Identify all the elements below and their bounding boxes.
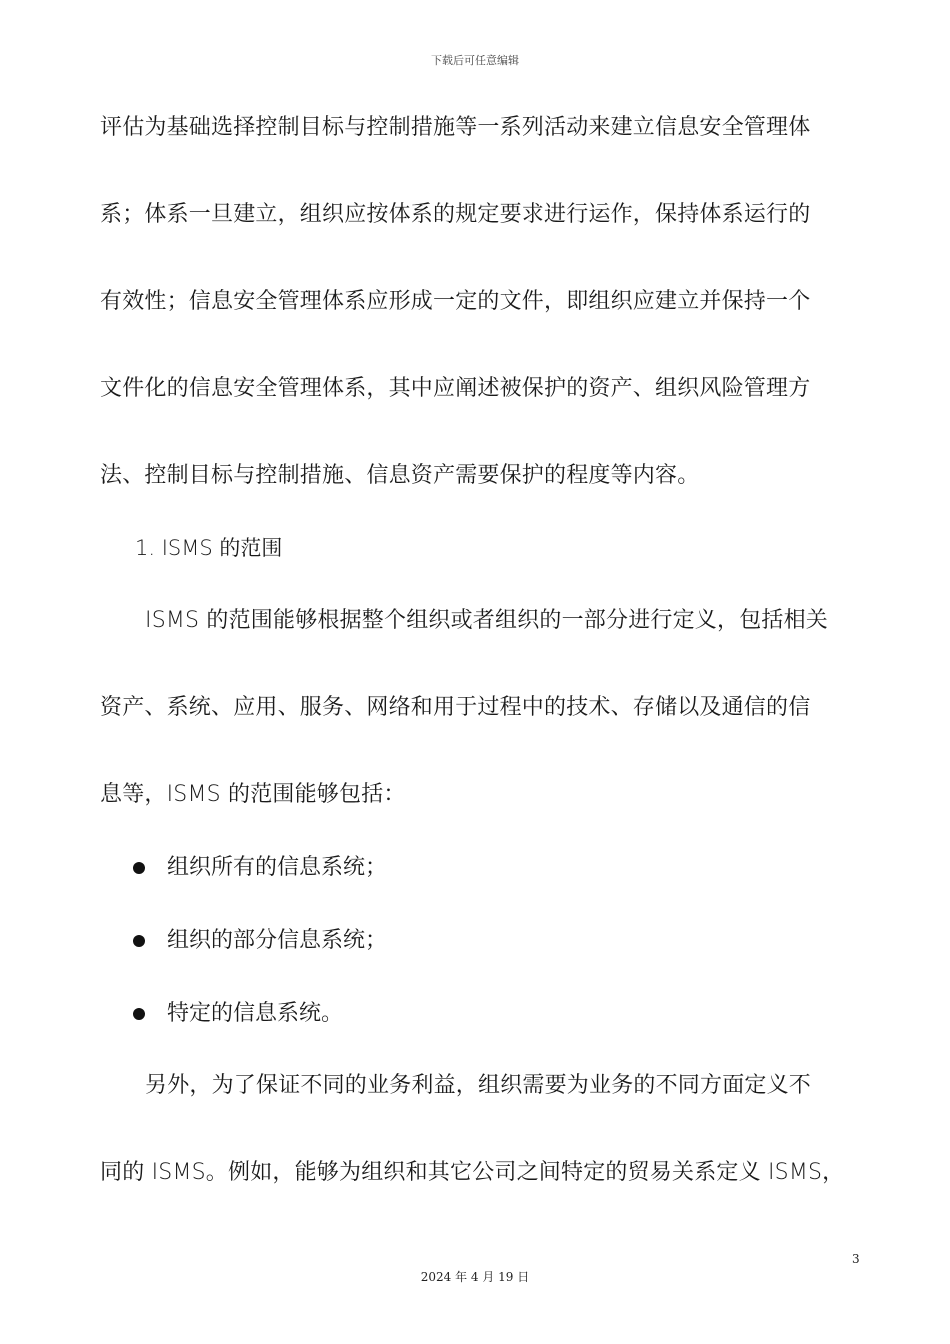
paragraph-line: 另外，为了保证不同的业务利益，组织需要为业务的不同方面定义不 <box>145 1073 812 1098</box>
section-heading: 1. ISMS 的范围 <box>135 536 283 560</box>
paragraph-line: 法、控制目标与控制措施、信息资产需要保护的程度等内容。 <box>100 463 700 488</box>
page-number: 3 <box>852 1252 860 1266</box>
list-item-text: 组织所有的信息系统； <box>167 855 388 880</box>
paragraph-line: ISMS 的范围能够根据整个组织或者组织的一部分进行定义，包括相关 <box>145 608 828 633</box>
paragraph-line: 有效性；信息安全管理体系应形成一定的文件，即组织应建立并保持一个 <box>100 289 811 314</box>
footer-date: 2024 年 4 月 19 日 <box>420 1270 530 1284</box>
paragraph-line: 息等，ISMS 的范围能够包括： <box>100 782 406 807</box>
list-item <box>133 998 343 1030</box>
paragraph-line: 资产、系统、应用、服务、网络和用于过程中的技术、存储以及通信的信 <box>100 695 811 720</box>
list-item <box>133 925 387 957</box>
list-item-text: 特定的信息系统。 <box>167 1001 344 1026</box>
paragraph-line: 同的 ISMS。例如，能够为组织和其它公司之间特定的贸易关系定义 ISMS， <box>100 1160 845 1185</box>
bullet-icon <box>133 1008 145 1020</box>
page-header: 下载后可任意编辑 <box>431 54 519 67</box>
list-item-text: 组织的部分信息系统； <box>167 928 388 953</box>
list-item <box>133 852 387 884</box>
paragraph-line: 评估为基础选择控制目标与控制措施等一系列活动来建立信息安全管理体 <box>100 115 811 140</box>
bullet-icon <box>133 935 145 947</box>
bullet-icon <box>133 862 145 874</box>
paragraph-line: 系；体系一旦建立，组织应按体系的规定要求进行运作，保持体系运行的 <box>100 202 811 227</box>
paragraph-line: 文件化的信息安全管理体系，其中应阐述被保护的资产、组织风险管理方 <box>100 376 811 401</box>
